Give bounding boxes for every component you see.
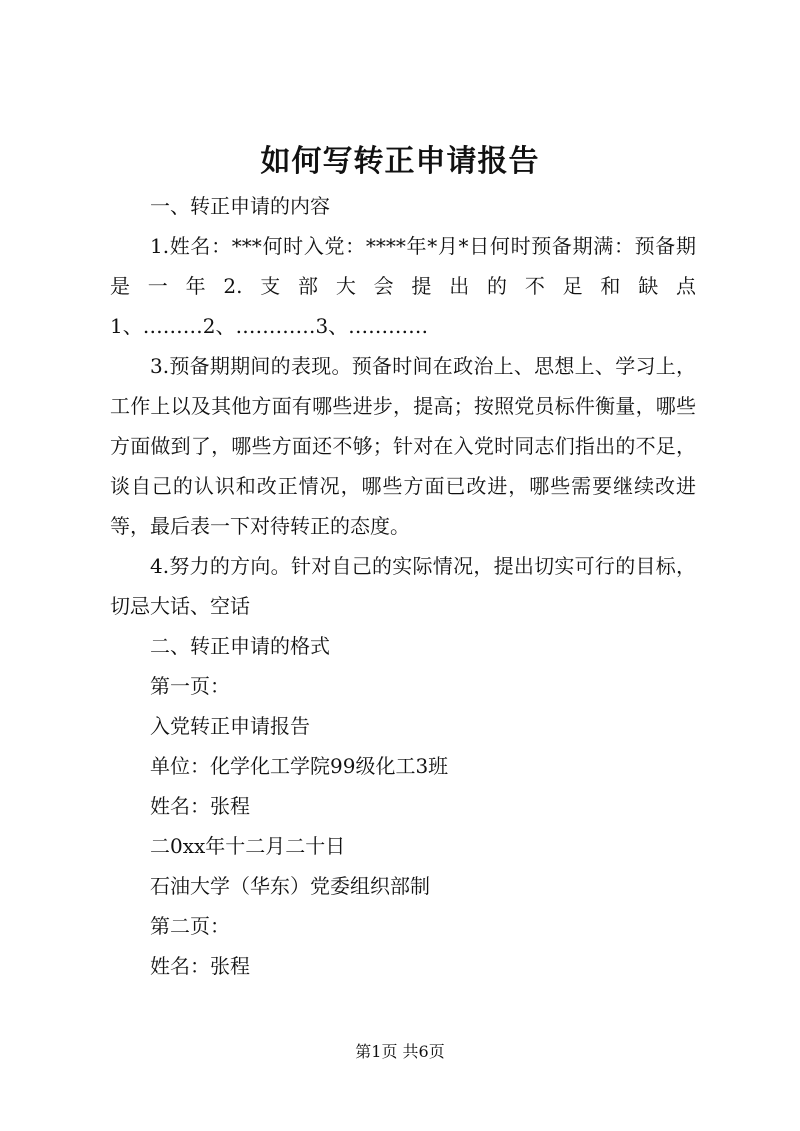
paragraph-name-and-dates: 1.姓名：***何时入党：****年*月*日何时预备期满：预备期是一年2.支部大会提出的不足和缺点 (110, 234, 696, 298)
paragraph-direction-of-effort: 4.努力的方向。针对自己的实际情况，提出切实可行的目标，切忌大话、空话 (110, 554, 696, 618)
unit-line: 单位：化学化工学院99级化工3班 (150, 754, 449, 778)
date-line: 二0xx年十二月二十日 (150, 834, 346, 858)
organization-line: 石油大学（华东）党委组织部制 (150, 874, 430, 898)
section-heading-format: 二、转正申请的格式 (150, 634, 330, 658)
paragraph-shortcomings-list: 1、………2、…………3、………… (110, 314, 429, 338)
page-two-label: 第二页： (150, 914, 230, 938)
name-line: 姓名：张程 (150, 794, 250, 818)
page-one-label: 第一页： (150, 674, 230, 698)
document-title: 如何写转正申请报告 (260, 144, 540, 179)
report-title-line: 入党转正申请报告 (150, 714, 310, 738)
paragraph-probation-performance: 3.预备期期间的表现。预备时间在政治上、思想上、学习上，工作上以及其他方面有哪些进步，提高；按照党员标件衡量，哪些方面做到了，哪些方面还不够；针对在入党时同志们指出的不足，谈自己的认识和改正情况，哪些方面已改进，哪些需要继续改进等，最后表一下对待转正的态度。 (110, 354, 696, 538)
name-line-page-two: 姓名：张程 (150, 954, 250, 978)
document-body (110, 186, 696, 986)
section-heading-content: 一、转正申请的内容 (150, 194, 330, 218)
page-footer: 第1页 共6页 (355, 1042, 445, 1061)
